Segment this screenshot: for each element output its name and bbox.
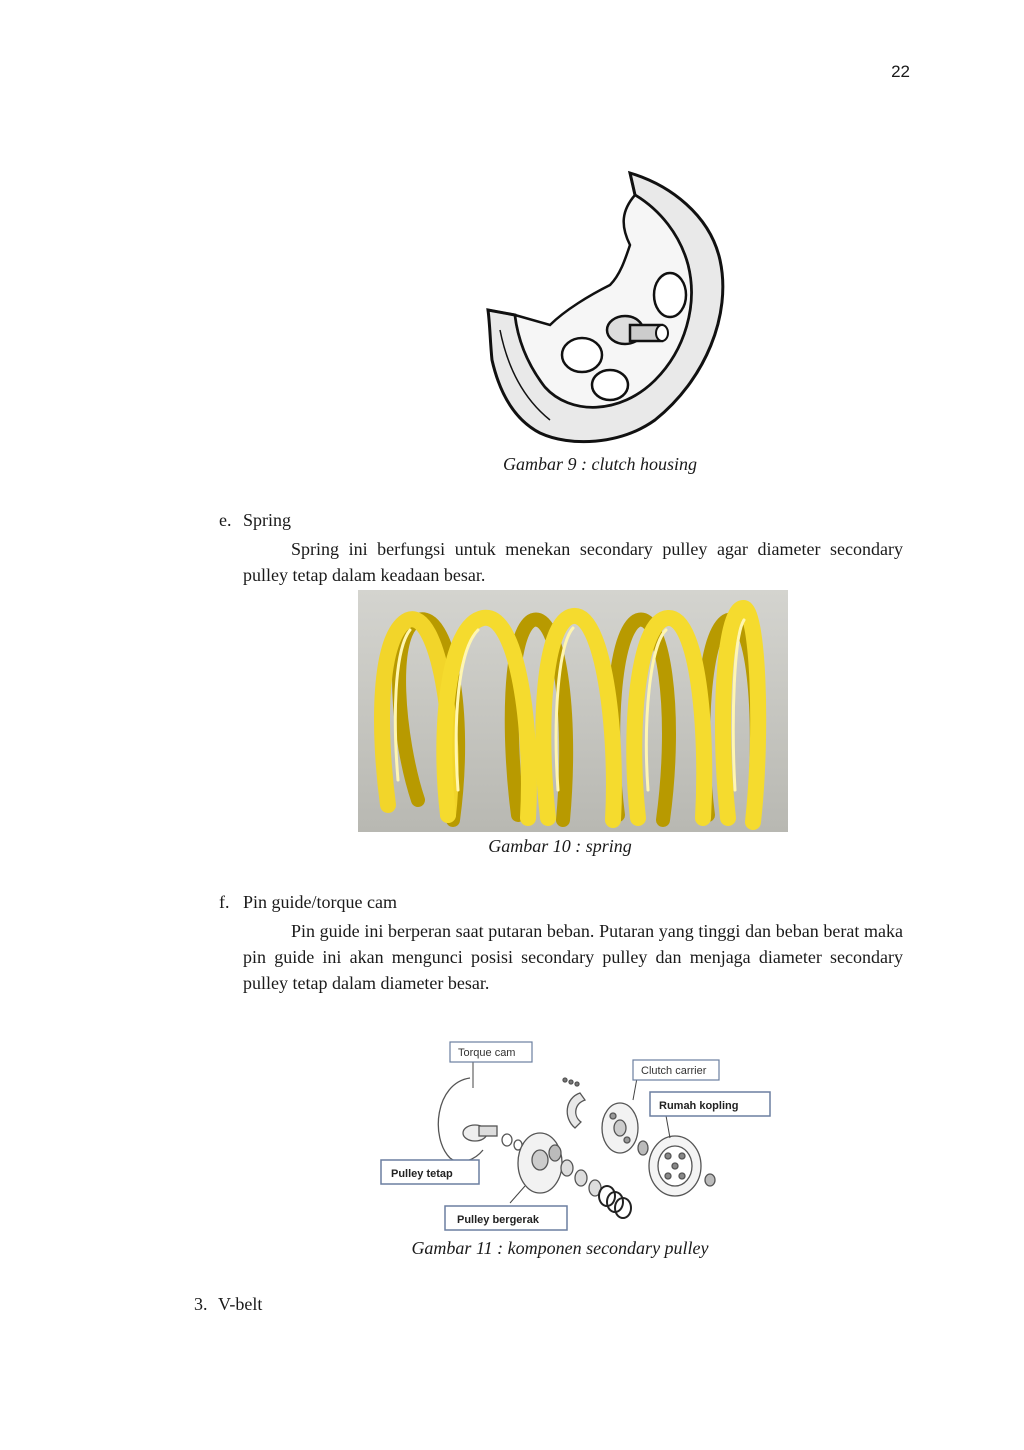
figure-11-caption: Gambar 11 : komponen secondary pulley: [411, 1238, 709, 1258]
section-3-title: V-belt: [218, 1294, 263, 1314]
section-e-title: Spring: [243, 510, 292, 530]
page-number: 22: [891, 62, 910, 81]
clutch-housing-illustration: [470, 165, 740, 450]
spring-paragraph-text: Spring ini berfungsi untuk menekan secondary pulley agar diameter secondary pulley tetap dalam keadaan besar.: [243, 539, 903, 585]
label-pulley-tetap: Pulley tetap: [391, 1168, 453, 1180]
pin-guide-paragraph: [243, 918, 903, 996]
spring-paragraph: [243, 536, 903, 588]
label-rumah-kopling: Rumah kopling: [659, 1100, 739, 1112]
section-3-heading: [194, 1294, 262, 1315]
spring-photo: [358, 590, 788, 832]
pin-guide-paragraph-text: Pin guide ini berperan saat putaran beban. Putaran yang tinggi dan beban berat maka pin guide ini akan mengunci posisi secondary pulley dan menjaga diameter secondary pulley tetap dalam diameter besar.: [243, 921, 903, 993]
label-pulley-bergerak: Pulley bergerak: [457, 1214, 539, 1226]
section-f-marker: f.: [219, 892, 230, 912]
label-torque-cam: Torque cam: [458, 1047, 516, 1059]
section-f-title: Pin guide/torque cam: [243, 892, 397, 912]
section-f-heading: [219, 892, 397, 913]
label-clutch-carrier: Clutch carrier: [641, 1065, 707, 1077]
section-e-marker: e.: [219, 510, 232, 530]
figure-9-caption: Gambar 9 : clutch housing: [503, 454, 697, 474]
secondary-pulley-diagram: [375, 1038, 785, 1238]
figure-10-caption: Gambar 10 : spring: [488, 836, 632, 856]
section-3-marker: 3.: [194, 1294, 208, 1314]
section-e-heading: [219, 510, 291, 531]
